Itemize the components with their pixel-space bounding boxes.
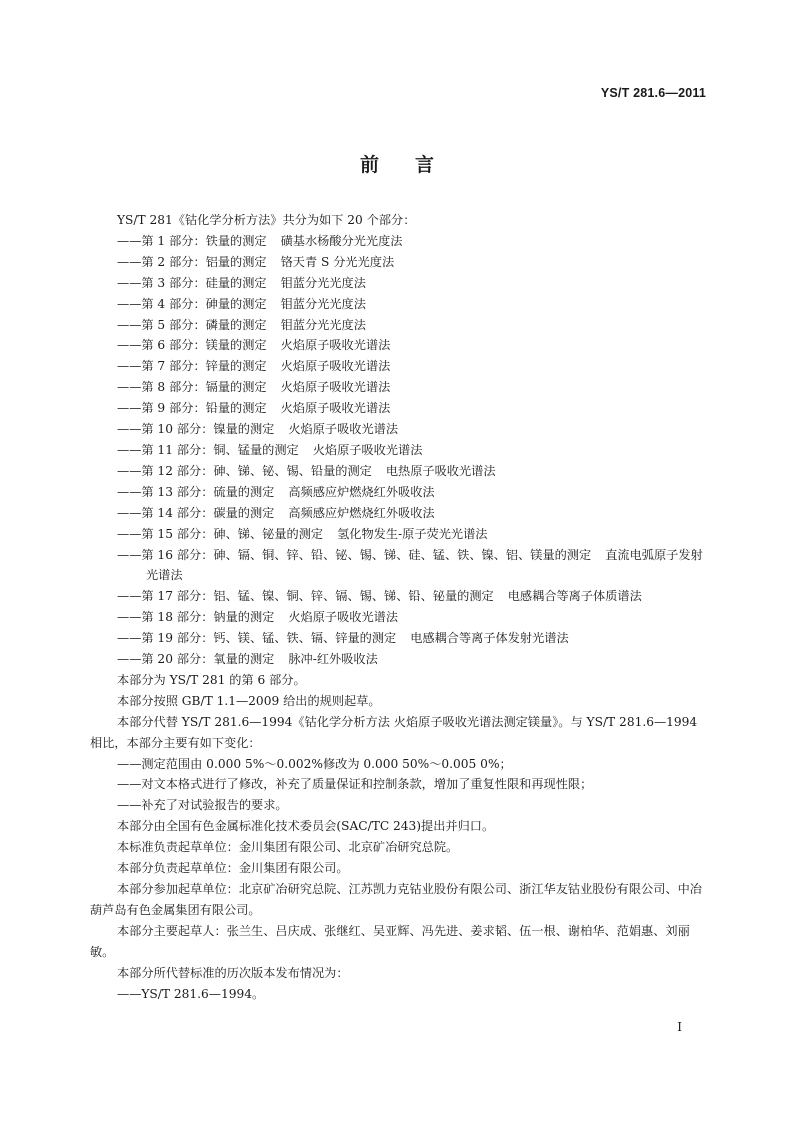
part-of-paragraph: 本部分为 YS/T 281 的第 6 部分。	[117, 672, 306, 687]
part-method: 高频感应炉燃烧红外吸收法	[288, 484, 435, 499]
part-list-item	[90, 315, 706, 336]
part-number: ——第 13 部分：	[117, 484, 214, 499]
part-method: 铬天青 S 分光光度法	[280, 254, 395, 269]
part-number: ——第 16 部分：	[117, 547, 214, 562]
foreword-body	[90, 210, 706, 1004]
part-method: 电感耦合等离子体质谱法	[507, 589, 642, 604]
part-list-item	[90, 461, 706, 482]
part-list-item	[90, 586, 706, 607]
part-number: ——第 3 部分：	[117, 275, 206, 290]
part-method: 电热原子吸收光谱法	[385, 463, 496, 478]
part-method: 火焰原子吸收光谱法	[288, 422, 399, 437]
intro-paragraph: YS/T 281《钴化学分析方法》共分为如下 20 个部分：	[117, 213, 416, 227]
part-list-item	[90, 335, 706, 356]
part-list-item	[90, 545, 706, 587]
part-number: ——第 15 部分：	[117, 526, 214, 541]
part-list-item	[90, 440, 706, 461]
part-number: ——第 12 部分：	[117, 463, 214, 478]
part-method: 火焰原子吸收光谱法	[280, 338, 391, 353]
part-method: 火焰原子吸收光谱法	[312, 442, 423, 457]
part-list-item	[90, 419, 706, 440]
part-list-item	[90, 273, 706, 294]
change-item: ——测定范围由 0.000 5%～0.002%修改为 0.000 50%～0.005 0%；	[117, 756, 512, 771]
part-number: ——第 18 部分：	[117, 610, 214, 625]
part-list-item	[90, 649, 706, 670]
part-number: ——第 7 部分：	[117, 359, 206, 374]
part-method: 火焰原子吸收光谱法	[280, 359, 391, 374]
part-name: 砷、锑、铋、锡、铅量的测定	[213, 463, 372, 478]
part-list-item	[90, 252, 706, 273]
part-list-item	[90, 377, 706, 398]
part-name: 碳量的测定	[213, 505, 275, 520]
part-number: ——第 11 部分：	[117, 442, 214, 457]
part-name: 铝、锰、镍、铜、锌、镉、锡、锑、铅、铋量的测定	[213, 589, 494, 604]
change-item: ——对文本格式进行了修改，补充了质量保证和控制条款，增加了重复性限和再现性限；	[117, 777, 593, 792]
part-name: 锌量的测定	[205, 359, 267, 374]
drafters-paragraph: 本部分主要起草人：张兰生、吕庆成、张继红、吴亚辉、冯先进、姜求韬、伍一根、谢柏华、范娟惠、刘丽敏。	[90, 923, 690, 959]
part-name: 硅量的测定	[205, 275, 267, 290]
part-name: 砷量的测定	[205, 296, 267, 311]
part-list-item	[90, 607, 706, 628]
participating-units-paragraph: 本部分参加起草单位：北京矿冶研究总院、江苏凯力克钴业股份有限公司、浙江华友钴业股份有限公司、中冶葫芦岛有色金属集团有限公司。	[90, 882, 702, 917]
part-method: 钼蓝分光光度法	[280, 317, 366, 332]
page-title: 前言	[359, 154, 470, 176]
part-number: ——第 4 部分：	[117, 296, 206, 311]
part-name: 钠量的测定	[213, 610, 275, 625]
part-method: 电感耦合等离子体发射光谱法	[410, 631, 569, 646]
part-method: 脉冲-红外吸收法	[288, 652, 378, 667]
part-list-item	[90, 398, 706, 419]
part-name: 镁量的测定	[205, 338, 267, 353]
part-name: 硫量的测定	[213, 484, 275, 499]
part-name: 镉量的测定	[205, 380, 267, 395]
standard-code: YS/T 281.6—2011	[600, 86, 706, 100]
part-number: ——第 2 部分：	[117, 254, 206, 269]
history-paragraph: 本部分所代替标准的历次版本发布情况为：	[117, 965, 349, 980]
part-method: 火焰原子吸收光谱法	[288, 610, 399, 625]
part-name: 铁量的测定	[205, 233, 267, 248]
history-item: ——YS/T 281.6—1994。	[117, 986, 265, 1001]
part-number: ——第 1 部分：	[117, 233, 206, 248]
part-number: ——第 19 部分：	[117, 631, 214, 646]
lead-drafters-paragraph: 本标准负责起草单位：金川集团有限公司、北京矿冶研究总院。	[117, 840, 459, 855]
part-number: ——第 20 部分：	[117, 652, 214, 667]
part-name: 砷、镉、铜、锌、铅、铋、锡、锑、硅、锰、铁、镍、铝、镁量的测定	[213, 547, 592, 562]
part-name: 钙、镁、锰、铁、镉、锌量的测定	[213, 631, 397, 646]
drafting-rules-paragraph: 本部分按照 GB/T 1.1—2009 给出的规则起草。	[117, 693, 381, 708]
part-method: 氢化物发生-原子荧光光谱法	[337, 526, 488, 541]
parts-list	[90, 231, 706, 670]
proposed-by-paragraph: 本部分由全国有色金属标准化技术委员会(SAC/TC 243)提出并归口。	[117, 819, 495, 834]
part-name: 镍量的测定	[213, 422, 275, 437]
change-item: ——补充了对试验报告的要求。	[117, 798, 288, 813]
part-method: 火焰原子吸收光谱法	[280, 380, 391, 395]
part-method: 钼蓝分光光度法	[280, 275, 366, 290]
part-list-item	[90, 231, 706, 252]
part-number: ——第 5 部分：	[117, 317, 206, 332]
part-name: 氧量的测定	[213, 652, 275, 667]
part-name: 磷量的测定	[205, 317, 267, 332]
part-number: ——第 9 部分：	[117, 401, 206, 416]
part-number: ——第 6 部分：	[117, 338, 206, 353]
replaces-paragraph: 本部分代替 YS/T 281.6—1994《钴化学分析方法 火焰原子吸收光谱法测定镁量》。与 YS/T 281.6—1994 相比，本部分主要有如下变化：	[90, 714, 698, 750]
part-list-item	[90, 294, 706, 315]
part-name: 铅量的测定	[205, 401, 267, 416]
part-list-item	[90, 503, 706, 524]
part-number: ——第 8 部分：	[117, 380, 206, 395]
part-list-item	[90, 482, 706, 503]
part-number: ——第 10 部分：	[117, 422, 214, 437]
part-list-item	[90, 628, 706, 649]
part-list-item	[90, 524, 706, 545]
part-name: 铝量的测定	[205, 254, 267, 269]
part-method: 高频感应炉燃烧红外吸收法	[288, 505, 435, 520]
part-method: 磺基水杨酸分光光度法	[280, 233, 403, 248]
part-list-item	[90, 356, 706, 377]
part-method: 火焰原子吸收光谱法	[280, 401, 391, 416]
part-number: ——第 14 部分：	[117, 505, 214, 520]
part-method: 钼蓝分光光度法	[280, 296, 366, 311]
part-method: 直流电弧原子发射光谱法	[146, 547, 703, 583]
part-name: 铜、锰量的测定	[213, 442, 299, 457]
part-number: ——第 17 部分：	[117, 589, 214, 604]
responsible-drafter-paragraph: 本部分负责起草单位：金川集团有限公司。	[117, 861, 349, 876]
part-name: 砷、锑、铋量的测定	[213, 526, 324, 541]
page-number: I	[677, 1020, 682, 1034]
